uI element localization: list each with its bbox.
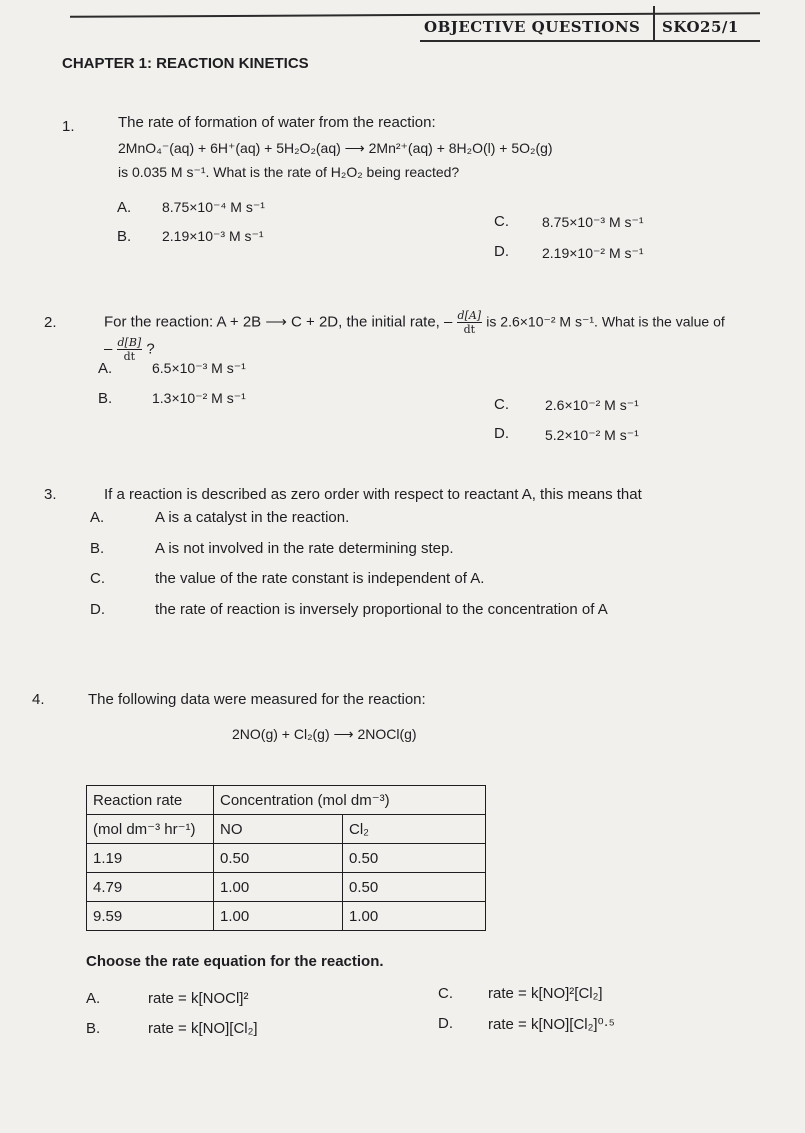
q1-option-b: 2.19×10⁻³ M s⁻¹: [162, 228, 264, 244]
q4-option-b: rate = k[NO][Cl₂]: [148, 1020, 258, 1037]
q2-frac1-num: d[A]: [457, 309, 482, 322]
cell-no: 1.00: [214, 902, 343, 931]
q1-option-b-label: B.: [117, 228, 132, 245]
cell-cl2: 1.00: [343, 902, 486, 931]
q2-option-b-label: B.: [98, 390, 113, 407]
header-cell-no: NO: [214, 815, 343, 844]
rate-data-table: [86, 785, 486, 931]
q1-option-a-label: A.: [117, 199, 132, 216]
q4-option-c-label: C.: [438, 985, 453, 1002]
q2-text-a: For the reaction: A + 2B ⟶ C + 2D, the initial rate, –: [104, 313, 453, 331]
q3-option-d-label: D.: [90, 601, 105, 618]
header-cell-concentration: Concentration (mol dm⁻³): [214, 786, 486, 815]
q1-option-d: 2.19×10⁻² M s⁻¹: [542, 245, 644, 261]
q2-qmark: ?: [146, 340, 155, 358]
q1-text2: is 0.035 M s⁻¹. What is the rate of H₂O₂ being reacted?: [118, 164, 460, 180]
q2-line1: [104, 309, 725, 336]
header-cell-reaction-rate: Reaction rate: [87, 786, 214, 815]
header-title: OBJECTIVE QUESTIONS: [424, 18, 641, 36]
q2-option-a: 6.5×10⁻³ M s⁻¹: [152, 360, 246, 376]
header-cell-rate-unit: (mol dm⁻³ hr⁻¹): [87, 815, 214, 844]
table-row: [87, 844, 486, 873]
q4-number: 4.: [32, 691, 45, 708]
q3-option-c: the value of the rate constant is independent of A.: [155, 570, 485, 587]
q2-text-b: is 2.6×10⁻² M s⁻¹. What is the value of: [486, 313, 725, 330]
q4-option-d-label: D.: [438, 1015, 453, 1032]
q2-option-d-label: D.: [494, 425, 509, 442]
table-row: [87, 902, 486, 931]
q2-frac1-den: dt: [463, 323, 476, 336]
cell-cl2: 0.50: [343, 873, 486, 902]
q4-option-a: rate = k[NOCl]²: [148, 990, 249, 1007]
q4-option-d: rate = k[NO][Cl₂]⁰·⁵: [488, 1016, 615, 1033]
cell-rate: 9.59: [87, 902, 214, 931]
q4-option-a-label: A.: [86, 990, 101, 1007]
q2-frac2-num: d[B]: [117, 336, 142, 349]
q3-option-b: A is not involved in the rate determining step.: [155, 540, 454, 557]
q2-option-c: 2.6×10⁻² M s⁻¹: [545, 397, 639, 413]
q3-option-d: the rate of reaction is inversely proportional to the concentration of A: [155, 601, 608, 618]
q4-option-b-label: B.: [86, 1020, 101, 1037]
q3-option-a: A is a catalyst in the reaction.: [155, 509, 350, 526]
table-subheader-row: [87, 815, 486, 844]
cell-no: 1.00: [214, 873, 343, 902]
q2-minus: –: [104, 340, 113, 358]
q2-option-c-label: C.: [494, 396, 509, 413]
q3-option-b-label: B.: [90, 540, 105, 557]
q1-text: The rate of formation of water from the reaction:: [118, 114, 436, 131]
q1-option-a: 8.75×10⁻⁴ M s⁻¹: [162, 199, 265, 215]
q2-frac2-den: dt: [123, 350, 136, 363]
q1-option-d-label: D.: [494, 243, 509, 260]
table-header-row: [87, 786, 486, 815]
q1-option-c-label: C.: [494, 213, 509, 230]
cell-rate: 4.79: [87, 873, 214, 902]
q2-option-d: 5.2×10⁻² M s⁻¹: [545, 427, 639, 443]
q2-fraction-da-dt: [457, 309, 483, 336]
q1-number: 1.: [62, 118, 75, 135]
q4-reaction: 2NO(g) + Cl₂(g) ⟶ 2NOCl(g): [232, 726, 417, 742]
cell-cl2: 0.50: [343, 844, 486, 873]
header-code: SKO25/1: [662, 18, 739, 36]
header-cell-cl2: Cl₂: [343, 815, 486, 844]
q1-reaction: 2MnO₄⁻(aq) + 6H⁺(aq) + 5H₂O₂(aq) ⟶ 2Mn²⁺(aq) + 8H₂O(l) + 5O₂(g): [118, 140, 553, 156]
q2-option-b: 1.3×10⁻² M s⁻¹: [152, 390, 246, 406]
table-row: [87, 873, 486, 902]
q2-number: 2.: [44, 314, 57, 331]
q2-option-a-label: A.: [98, 360, 113, 377]
q4-option-c: rate = k[NO]²[Cl₂]: [488, 985, 603, 1002]
header-underline: [420, 40, 760, 42]
q3-option-a-label: A.: [90, 509, 105, 526]
q2-fraction-db-dt: [117, 336, 143, 363]
cell-rate: 1.19: [87, 844, 214, 873]
header-rule: [70, 12, 760, 18]
chapter-title: CHAPTER 1: REACTION KINETICS: [62, 55, 309, 72]
q3-option-c-label: C.: [90, 570, 105, 587]
header-separator: [653, 6, 655, 42]
cell-no: 0.50: [214, 844, 343, 873]
q3-number: 3.: [44, 486, 57, 503]
q4-prompt: Choose the rate equation for the reaction.: [86, 953, 384, 970]
q3-text: If a reaction is described as zero order with respect to reactant A, this means that: [104, 486, 642, 503]
q4-text: The following data were measured for the reaction:: [88, 691, 426, 708]
q1-option-c: 8.75×10⁻³ M s⁻¹: [542, 214, 644, 230]
q2-line2: [104, 336, 155, 363]
